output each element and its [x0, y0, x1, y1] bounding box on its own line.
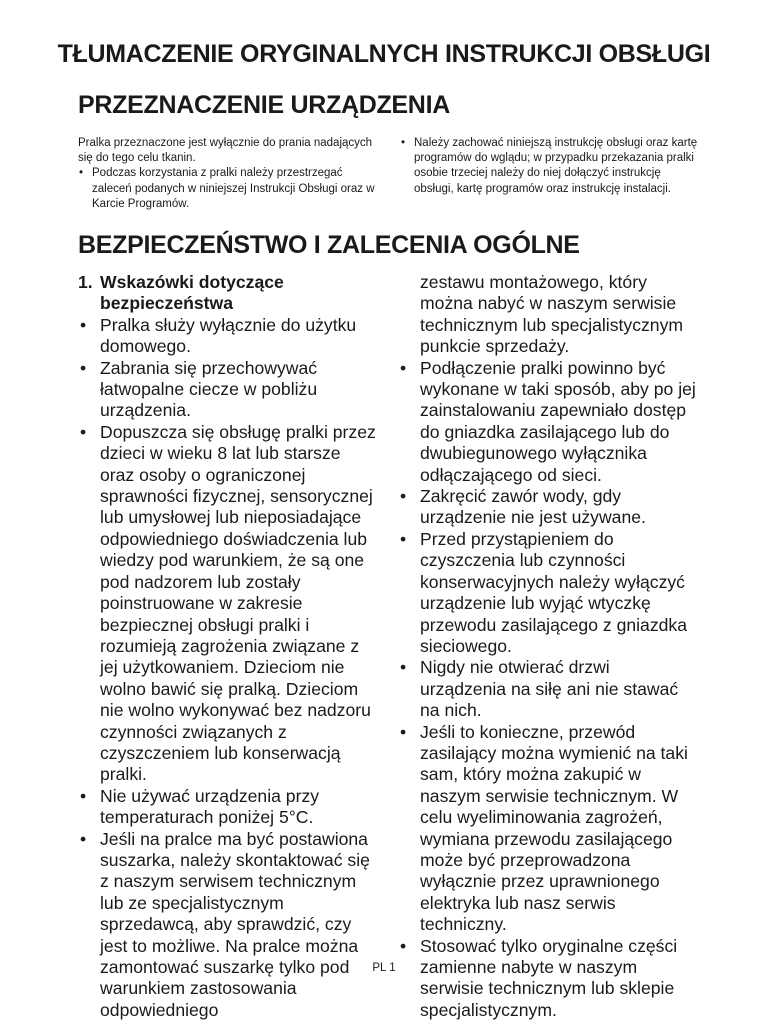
list-item: • Zakręcić zawór wody, gdy urządzenie nie jest używane.	[398, 486, 698, 529]
list-item: • Podłączenie pralki powinno być wykonane w taki sposób, aby po jej zainstalowaniu zapewniało dostęp do gniazdka zasilającego lub do dwubiegunowego wyłącznika odłączającego od sieci.	[398, 358, 698, 486]
purpose-left-list	[78, 166, 378, 212]
section-heading-safety: BEZPIECZEŃSTWO I ZALECENIA OGÓLNE	[78, 231, 580, 259]
list-item: • Zabrania się przechowywać łatwopalne ciecze w pobliżu urządzenia.	[78, 358, 378, 422]
list-item: • Stosować tylko oryginalne części zamienne nabyte w naszym serwisie technicznym lub sklepie specjalistycznym.	[398, 936, 698, 1021]
safety-left-list	[78, 315, 378, 1021]
purpose-left-column	[78, 136, 378, 212]
list-item: • Nigdy nie otwierać drzwi urządzenia na siłę ani nie stawać na nich.	[398, 657, 698, 721]
list-item: • Przed przystąpieniem do czyszczenia lub czynności konserwacyjnych należy wyłączyć urządzenie lub wyjąć wtyczkę przewodu zasilającego z gniazdka sieciowego.	[398, 529, 698, 657]
list-item: • Należy zachować niniejszą instrukcję obsługi oraz kartę programów do wglądu; w przypadku przekazania pralki osobie trzeciej należy do niej dołączyć instrukcję obsługi, kartę programów oraz instrukcję instalacji.	[400, 136, 700, 197]
safety-right-list	[398, 272, 698, 1021]
list-item: • Jeśli na pralce ma być postawiona suszarka, należy skontaktować się z naszym serwisem technicznym lub ze specjalistycznym sprzedawcą, aby sprawdzić, czy jest to możliwe. Na pralce można zamontować suszarkę tylko pod warunkiem zastosowania odpowiedniego	[78, 829, 378, 1021]
section-heading-purpose: PRZEZNACZENIE URZĄDZENIA	[78, 91, 450, 119]
list-item: • Nie używać urządzenia przy temperaturach poniżej 5°C.	[78, 786, 378, 829]
safety-left-column	[78, 272, 378, 1021]
purpose-intro: Pralka przeznaczone jest wyłącznie do prania nadających się do tego celu tkanin.	[78, 137, 373, 165]
safety-right-column	[398, 272, 698, 1021]
subheading-number: 1.	[78, 272, 93, 292]
list-item-continuation: zestawu montażowego, który można nabyć w naszym serwisie technicznym lub specjalistycznym punkcie sprzedaży.	[420, 272, 684, 357]
safety-subheading	[78, 272, 378, 315]
page-number: PL 1	[372, 962, 396, 974]
list-item: • Dopuszcza się obsługę pralki przez dzieci w wieku 8 lat lub starsze oraz osoby o ograniczonej sprawności fizycznej, sensorycznej lub umysłowej lub nieposiadające odpowiedniego doświadczenia lub wiedzy pod warunkiem, że są one pod nadzorem lub zostały poinstruowane w zakresie bezpiecznej obsługi pralki i rozumieją zagrożenia związane z jej użytkowaniem. Dzieciom nie wolno bawić się pralką. Dzieciom nie wolno wykonywać bez nadzoru czynności związanych z czyszczeniem lub konserwacją pralki.	[78, 422, 378, 786]
subheading-text: Wskazówki dotyczące bezpieczeństwa	[100, 272, 284, 314]
list-item: • Podczas korzystania z pralki należy przestrzegać zaleceń podanych w niniejszej Instrukcji Obsługi oraz w Karcie Programów.	[78, 166, 378, 212]
list-item: • Jeśli to konieczne, przewód zasilający można wymienić na taki sam, który można zakupić w naszym serwisie technicznym. W celu wyeliminowania zagrożeń, wymiana przewodu zasilającego może być przeprowadzona wyłącznie przez uprawnionego elektryka lub nasz serwis techniczny.	[398, 722, 698, 936]
purpose-right-list	[400, 136, 700, 197]
document-title: TŁUMACZENIE ORYGINALNYCH INSTRUKCJI OBSŁUGI	[57, 40, 711, 68]
list-item: • Pralka służy wyłącznie do użytku domowego.	[78, 315, 378, 358]
purpose-right-column	[400, 136, 700, 197]
